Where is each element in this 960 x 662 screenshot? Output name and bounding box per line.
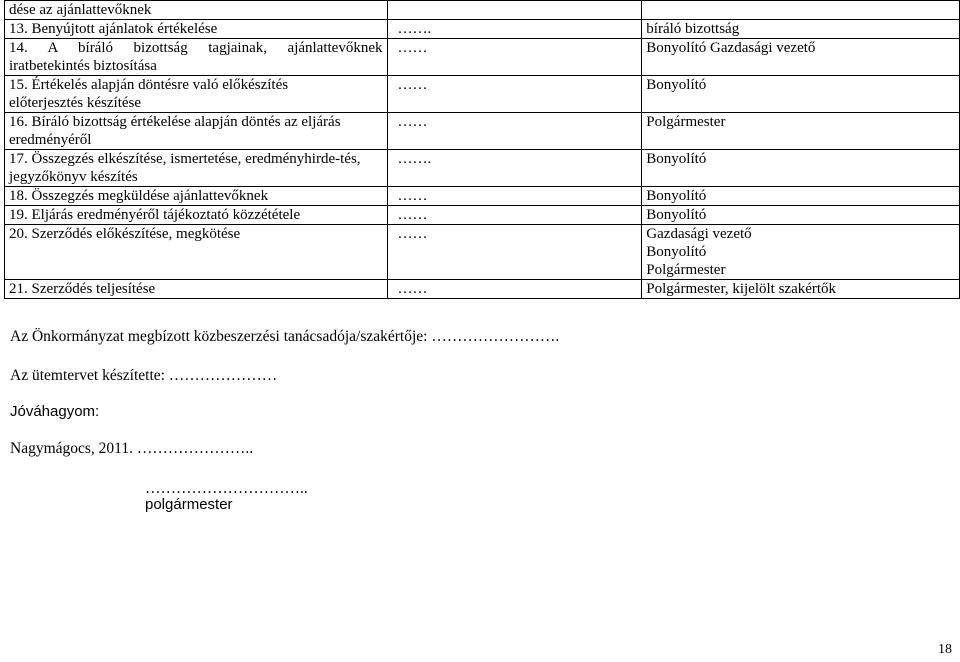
responsible-cell: [642, 280, 960, 299]
task-cell: [5, 280, 388, 299]
dots-cell: [387, 280, 642, 299]
responsible-text: Bonyolító Gazdasági vezető: [646, 40, 816, 56]
task-cell: [5, 76, 388, 113]
task-cell: [5, 187, 388, 206]
task-cell: [5, 1, 388, 20]
task-text: 19. Eljárás eredményéről tájékoztató közzététele: [9, 207, 301, 223]
schedule-table: [4, 0, 960, 299]
dots-cell: [387, 187, 642, 206]
task-text: 15. Értékelés alapján döntésre való előkészítés előterjesztés készítése: [9, 77, 289, 111]
dots-cell: [387, 39, 642, 76]
table-row: [5, 20, 960, 39]
table-row: [5, 280, 960, 299]
dots-cell: [387, 1, 642, 20]
task-cell: [5, 39, 388, 76]
responsible-text: Bonyolító: [646, 188, 707, 204]
responsible-text: Polgármester: [646, 114, 726, 130]
responsible-cell: [642, 1, 960, 20]
prepared-by-line: Az ütemtervet készítette: …………………: [10, 367, 278, 384]
dots-text: ……: [397, 207, 428, 223]
responsible-cell: [642, 225, 960, 280]
responsible-cell: [642, 39, 960, 76]
responsible-text: Bonyolító: [646, 151, 707, 167]
place-date-line: Nagymágocs, 2011. …………………..: [10, 440, 254, 457]
task-text: 16. Bíráló bizottság értékelése alapján döntés az eljárás eredményéről: [9, 114, 341, 148]
dots-cell: [387, 113, 642, 150]
table-row: [5, 150, 960, 187]
responsible-text: Bonyolító: [646, 77, 707, 93]
task-text: 14. A bíráló bizottság tagjainak, ajánlattevőknek iratbetekintés biztosítása: [9, 40, 383, 74]
responsible-cell: [642, 76, 960, 113]
task-cell: [5, 150, 388, 187]
responsible-text: Polgármester, kijelölt szakértők: [646, 281, 837, 297]
responsible-text: Gazdasági vezető: [646, 226, 752, 242]
dots-text: ……: [397, 188, 428, 204]
responsible-text: Bonyolító: [646, 244, 707, 260]
task-cell: [5, 20, 388, 39]
advisor-line: Az Önkormányzat megbízott közbeszerzési tanácsadója/szakértője: …………………….: [10, 328, 560, 345]
task-text: 20. Szerződés előkészítése, megkötése: [9, 226, 241, 242]
dots-cell: [387, 206, 642, 225]
dots-text: ……: [397, 77, 428, 93]
table-row: [5, 76, 960, 113]
task-text: 13. Benyújtott ajánlatok értékelése: [9, 21, 218, 37]
dots-text: ……: [397, 40, 428, 56]
signature-line: …………………………..: [145, 480, 308, 497]
responsible-cell: [642, 206, 960, 225]
approval-label: Jóváhagyom:: [10, 403, 100, 420]
page-number: 18: [938, 642, 952, 657]
table-row: [5, 187, 960, 206]
table-row: [5, 113, 960, 150]
responsible-text: Bonyolító: [646, 207, 707, 223]
dots-text: …….: [397, 151, 432, 167]
dots-text: ……: [397, 226, 428, 242]
dots-cell: [387, 20, 642, 39]
dots-cell: [387, 225, 642, 280]
dots-text: …….: [397, 21, 432, 37]
task-text: 21. Szerződés teljesítése: [9, 281, 156, 297]
task-text: dése az ajánlattevőknek: [9, 2, 152, 18]
task-cell: [5, 225, 388, 280]
task-cell: [5, 113, 388, 150]
dots-cell: [387, 76, 642, 113]
responsible-text: bíráló bizottság: [646, 21, 740, 37]
responsible-text: Polgármester: [646, 262, 726, 278]
task-text: 18. Összegzés megküldése ajánlattevőknek: [9, 188, 269, 204]
responsible-cell: [642, 187, 960, 206]
table-row: [5, 39, 960, 76]
dots-text: ……: [397, 114, 428, 130]
responsible-cell: [642, 20, 960, 39]
table-row: [5, 1, 960, 20]
signature-title: polgármester: [145, 496, 233, 513]
responsible-cell: [642, 113, 960, 150]
dots-cell: [387, 150, 642, 187]
table-row: [5, 206, 960, 225]
task-cell: [5, 206, 388, 225]
dots-text: ……: [397, 281, 428, 297]
responsible-cell: [642, 150, 960, 187]
task-text: 17. Összegzés elkészítése, ismertetése, eredményhirde-tés, jegyzőkönyv készítés: [9, 151, 361, 185]
table-row: [5, 225, 960, 280]
